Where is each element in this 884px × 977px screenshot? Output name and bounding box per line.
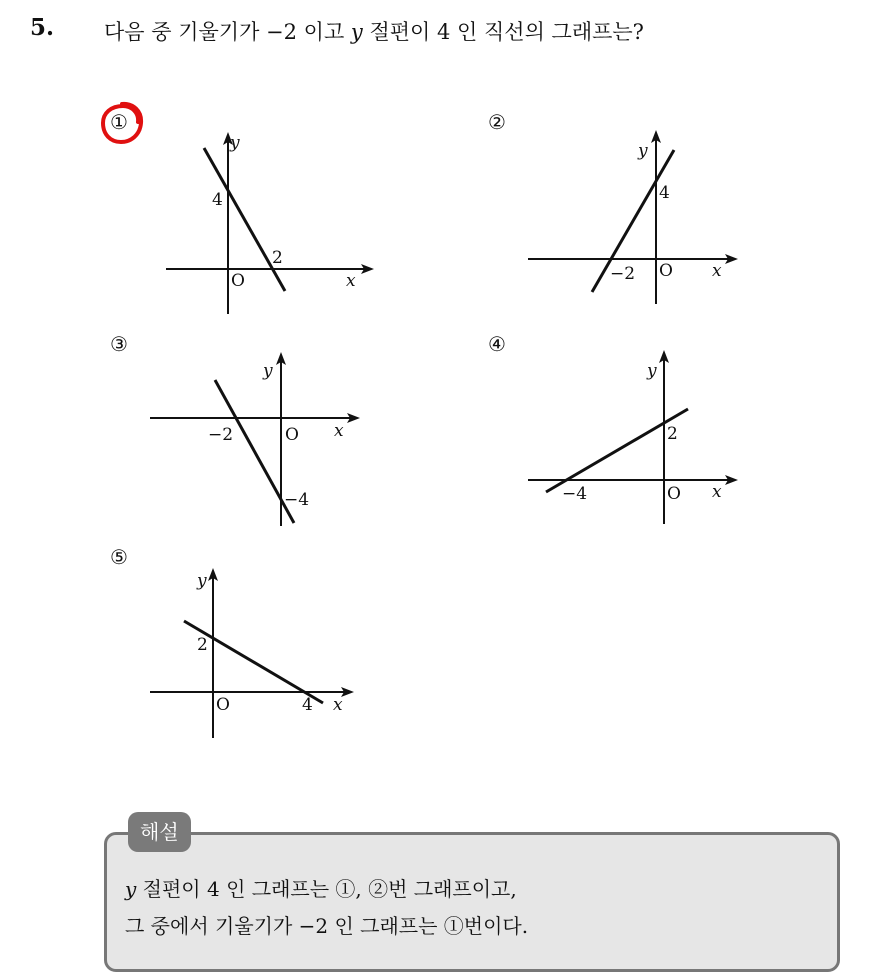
origin-label: O — [231, 271, 245, 291]
origin-label: O — [216, 695, 230, 715]
x-intercept-label: 2 — [272, 248, 283, 268]
option-4-graph — [526, 346, 746, 531]
x-axis-label: x — [712, 482, 722, 502]
y-intercept-label: 4 — [212, 190, 223, 210]
y-intercept-label: 4 — [659, 183, 670, 203]
y-axis-label: y — [647, 361, 657, 381]
question-text-var: y — [350, 20, 363, 44]
x-intercept-label: −4 — [562, 484, 588, 504]
x-axis-label: x — [334, 421, 344, 441]
y-intercept-label: 2 — [197, 635, 208, 655]
origin-label: O — [285, 425, 299, 445]
x-axis-label: x — [333, 695, 343, 715]
option-1-marker[interactable]: ① — [110, 110, 128, 134]
solution-line-1-var: y — [125, 877, 137, 901]
question-number: 5. — [30, 14, 55, 41]
graph-line — [215, 380, 294, 523]
question-text-before: 다음 중 기울기가 −2 이고 — [104, 20, 351, 44]
solution-line-2: 그 중에서 기울기가 −2 인 그래프는 ①번이다. — [125, 914, 529, 938]
option-2-marker[interactable]: ② — [488, 110, 506, 134]
y-axis-label: y — [638, 141, 648, 161]
y-intercept-label: −4 — [284, 490, 310, 510]
y-axis-label: y — [263, 361, 273, 381]
option-3-graph — [148, 348, 368, 533]
y-axis-label: y — [230, 133, 240, 153]
x-intercept-label: 4 — [302, 695, 313, 715]
y-axis-label: y — [197, 571, 207, 591]
question-text-after: 절편이 4 인 직선의 그래프는? — [362, 20, 644, 44]
y-intercept-label: 2 — [667, 424, 678, 444]
x-intercept-label: −2 — [208, 425, 234, 445]
x-axis-label: x — [712, 261, 722, 281]
option-5-graph — [148, 564, 368, 744]
option-5-marker[interactable]: ⑤ — [110, 545, 128, 569]
option-1-graph — [160, 128, 380, 318]
x-axis-label: x — [346, 271, 356, 291]
origin-label: O — [667, 484, 681, 504]
solution-line-1 — [125, 873, 517, 902]
graph-line — [184, 621, 323, 703]
question-text — [104, 16, 644, 46]
solution-label: 해설 — [128, 812, 191, 852]
solution-box — [104, 832, 840, 972]
origin-label: O — [659, 261, 673, 281]
x-intercept-label: −2 — [610, 264, 636, 284]
option-2-graph — [526, 126, 746, 311]
option-3-marker[interactable]: ③ — [110, 332, 128, 356]
solution-line-1-text: 절편이 4 인 그래프는 ①, ②번 그래프이고, — [136, 877, 517, 901]
option-4-marker[interactable]: ④ — [488, 332, 506, 356]
